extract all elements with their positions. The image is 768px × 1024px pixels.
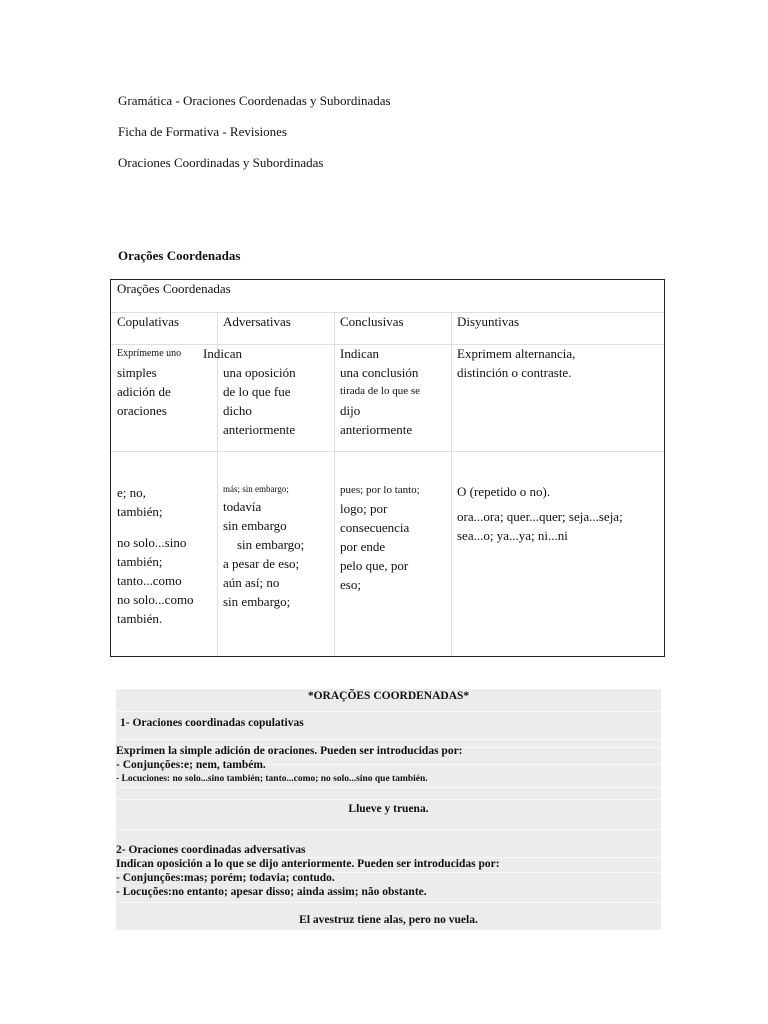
section-2-example: El avestruz tiene alas, pero no vuela.	[299, 914, 478, 926]
section-2-description: Indican oposición a lo que se dijo anteriormente. Pueden ser introducidas por:	[116, 858, 500, 870]
section-1-title: 1- Oraciones coordinadas copulativas	[120, 717, 304, 729]
definition-conclusivas: Indican una conclusión tirada de lo que se dijo anteriormente	[340, 346, 421, 437]
header-disyuntivas: Disyuntivas	[457, 314, 520, 329]
table-caption: Orações Coordenadas	[117, 281, 231, 296]
definition-adversativas: Indican una oposición de lo que fue dicho anteriormente	[203, 346, 296, 437]
section-1-conjunctions: - Conjunções:e; nem, também.	[116, 759, 266, 771]
document-topic: Oraciones Coordinadas y Subordinadas	[118, 155, 324, 170]
definition-copulativas: Exprímeme uno simples adición de oraciones	[117, 344, 181, 420]
summary-box	[116, 689, 661, 930]
examples-copulativas: e; no, también; no solo...sino también; tanto...como no solo...como también.	[117, 485, 194, 626]
document-subtitle: Ficha de Formativa - Revisiones	[118, 124, 287, 139]
section-2-title: 2- Oraciones coordinadas adversativas	[116, 844, 306, 856]
definition-disyuntivas: Exprimem alternancia, distinción o contraste.	[457, 346, 576, 380]
section-1-description: Exprimen la simple adición de oraciones. Pueden ser introducidas por:	[116, 745, 463, 757]
header-conclusivas: Conclusivas	[340, 314, 404, 329]
table-caption-row	[111, 280, 664, 313]
summary-title: *ORAÇÕES COORDENADAS*	[307, 690, 470, 702]
definition-prefix: Exprímeme uno	[117, 348, 182, 359]
header-adversativas: Adversativas	[223, 314, 291, 329]
section-1-locutions: - Locuciones: no solo...sino también; tanto...como; no solo...sino que también.	[116, 774, 428, 784]
coordinate-clauses-table	[110, 279, 665, 657]
examples-adversativas: más; sin embargo; todavía sin embargo sin embargo; a pesar de eso; aún así; no sin embargo;	[223, 484, 305, 609]
examples-disyuntivas: O (repetido o no). ora...ora; quer...quer; seja...seja; sea...o; ya...ya; ni...ni	[457, 484, 623, 543]
section-title: Orações Coordenadas	[118, 248, 241, 263]
header-copulativas: Copulativas	[117, 314, 180, 329]
examples-conclusivas: pues; por lo tanto; logo; por consecuencia por ende pelo que, por eso;	[340, 484, 420, 592]
section-2-locutions: - Locuções:no entanto; apesar disso; ainda assim; não obstante.	[116, 886, 427, 898]
document-title: Gramática - Oraciones Coordenadas y Subordinadas	[118, 93, 391, 108]
section-1-example: Llueve y truena.	[348, 803, 429, 815]
section-2-conjunctions: - Conjunções:mas; porém; todavia; contudo.	[116, 872, 335, 884]
